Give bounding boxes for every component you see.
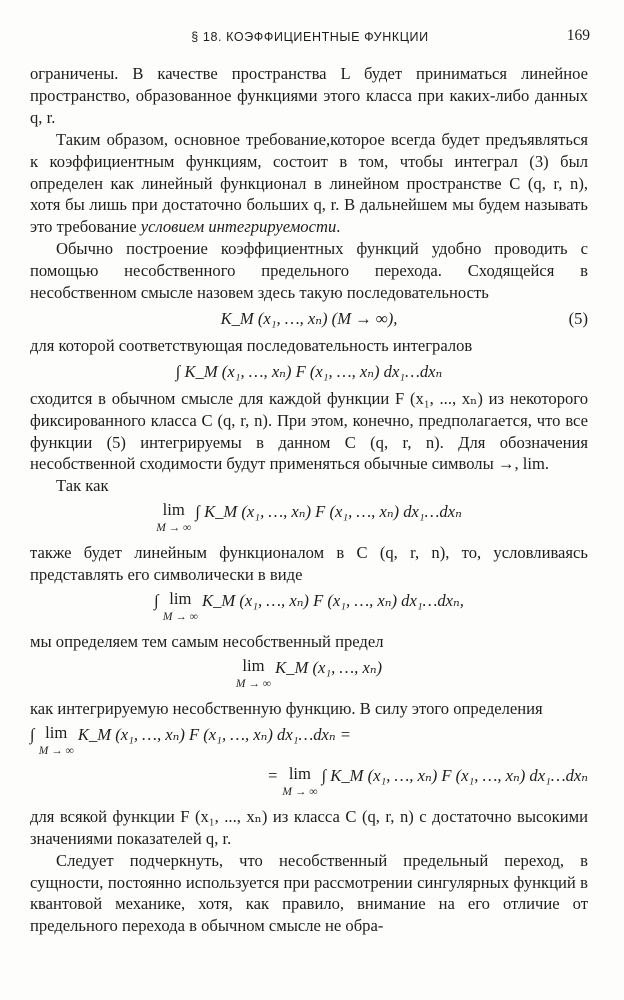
paragraph-8: мы определяем тем самым несобственный предел	[30, 632, 384, 652]
paragraph-9: как интегрируемую несобственную функцию. В силу этого определения	[30, 698, 543, 718]
limit-operator	[282, 765, 317, 801]
formula-limit-integral-body: ∫ K_M (x₁, …, xₙ) F (x₁, …, xₙ) dx₁…dxₙ	[195, 502, 462, 522]
formula-integral-sequence	[30, 361, 588, 383]
limit-operator	[156, 501, 191, 537]
formula-definition-lhs	[30, 724, 588, 760]
paragraph-11: Следует подчеркнуть, что несобственный предельный переход, в сущности, постоянно используется при рассмотрении сингулярных функций в квантовой механике, хотя, как правило, внимание на его отличие от предельного перехода в обычном смысле не обра-	[30, 850, 588, 936]
formula-limit-integral	[30, 501, 588, 537]
formula-improper-limit-body: K_M (x₁, …, xₙ)	[275, 657, 383, 677]
limit-operator	[163, 590, 198, 626]
formula-5-body: K_M (x₁, …, xₙ) (M → ∞),	[220, 308, 398, 328]
lim-word: lim	[242, 655, 265, 675]
formula-definition-rhs-body: ∫ K_M (x₁, …, xₙ) F (x₁, …, xₙ) dx₁…dxₙ	[321, 765, 588, 785]
formula-improper-limit	[30, 657, 588, 693]
page-number: 169	[566, 27, 590, 44]
equation-number: (5)	[568, 308, 588, 328]
page-header	[30, 27, 590, 49]
lim-word: lim	[288, 763, 311, 783]
paragraph-2	[30, 129, 588, 239]
lim-subscript: M → ∞	[282, 785, 318, 798]
integral-sign: ∫	[30, 724, 35, 744]
running-head: § 18. КОЭФФИЦИЕНТНЫЕ ФУНКЦИИ	[191, 30, 429, 44]
lim-word: lim	[45, 722, 68, 742]
paragraph-3: Обычно построение коэффициентных функций удобно проводить с помощью несобственного предельного перехода. Сходящейся в несобственном смысле назовем здесь такую последовательность	[30, 239, 588, 303]
formula-symbolic-integral	[30, 590, 588, 626]
term-integrability: условием интегрируемости	[140, 217, 337, 237]
lim-subscript: M → ∞	[235, 677, 271, 690]
paragraph-1: ограничены. В качестве пространства L будет приниматься линейное пространство, образованное функциями этого класса при каких-либо данных q, r.	[30, 64, 588, 127]
formula-definition-lhs-body: K_M (x₁, …, xₙ) F (x₁, …, xₙ) dx₁…dxₙ =	[77, 724, 351, 744]
paragraph-2-text: Таким образом, основное требование,которое всегда будет предъявляться к коэффициентным функциям, состоит в том, чтобы интеграл (3) был определен как линейный функционал в линейном пространстве C (q, r, n), хотя бы лишь при достаточно больших q, r. В дальнейшем мы будем называть это требование	[30, 129, 588, 237]
paragraph-7: также будет линейным функционалом в C (q, r, n), то, условливаясь представлять его символически в виде	[30, 543, 588, 585]
integral-sign: ∫	[154, 591, 159, 611]
body-text	[30, 63, 588, 937]
paragraph-5: сходится в обычном смысле для каждой функции F (x₁, ..., xₙ) из некоторого фиксированного класса C (q, r, n). При этом, конечно, предполагается, что все функции (5) интегрируемы в данном C (q, r, n). Для обозначения несобственной сходимости будут применяться обычные символы →, lim.	[30, 388, 588, 474]
formula-definition-rhs	[30, 765, 588, 801]
paragraph-2-end: .	[336, 217, 341, 237]
limit-operator	[236, 657, 271, 693]
lim-subscript: M → ∞	[162, 611, 198, 624]
lim-subscript: M → ∞	[156, 522, 192, 535]
lim-word: lim	[162, 500, 185, 520]
limit-operator	[39, 724, 74, 760]
paragraph-10: для всякой функции F (x₁, ..., xₙ) из класса C (q, r, n) с достаточно высокими значениями показателей q, r.	[30, 806, 588, 848]
lim-subscript: M → ∞	[38, 744, 74, 757]
formula-integral-body: ∫ K_M (x₁, …, xₙ) F (x₁, …, xₙ) dx₁…dxₙ	[175, 361, 443, 381]
paragraph-4: для которой соответствующая последовательность интегралов	[30, 335, 473, 355]
formula-symbolic-body: K_M (x₁, …, xₙ) F (x₁, …, xₙ) dx₁…dxₙ,	[202, 591, 464, 611]
formula-5	[30, 308, 588, 330]
equals-sign: =	[267, 765, 279, 785]
lim-word: lim	[169, 589, 192, 609]
paragraph-6: Так как	[56, 476, 109, 496]
